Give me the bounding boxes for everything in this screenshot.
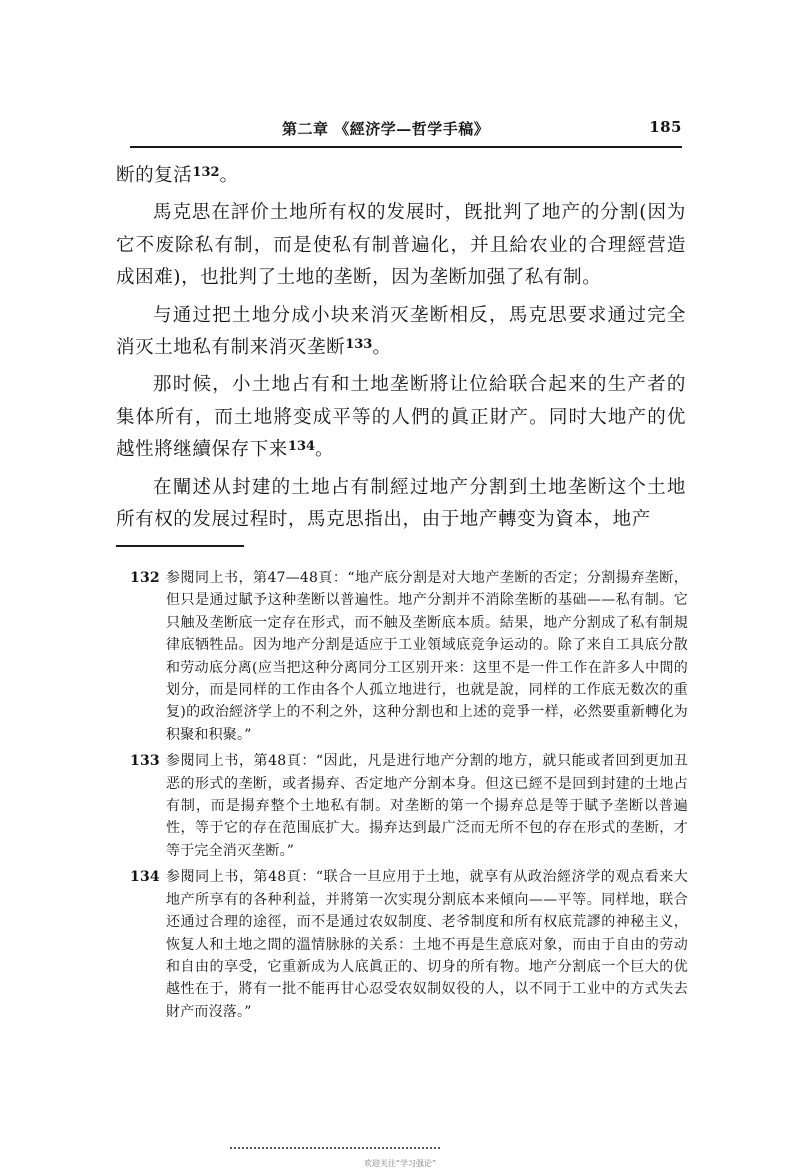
footnote-reference[interactable]: 134 <box>287 439 316 455</box>
footnote-number: 132 <box>130 570 160 586</box>
paragraph-text: 断的复活 <box>116 165 193 186</box>
chapter-title: 第二章 《經济学—哲学手稿》 <box>282 120 490 138</box>
footnote-text: 参閱同上书，第48頁：“联合一旦应用于土地，就享有从政治經济学的观点看来大地产所享有的各种利益，并將第一次实現分割底本来傾向——平等。同样地，联合还通过合理的途徑，而不是通过农奴制度、老爷制度和所有权底荒謬的神秘主义，恢复人和土地之間的溫情脉脉的关系：土地不再是生意底对象，而由于自由的劳动和自由的享受，它重新成为人底眞正的、切身的所有物。地产分割底一个巨大的优越性在于，將有一批不能再甘心忍受农奴制奴役的人，以不同于工业中的方式失去財产而沒落。” <box>166 869 688 1020</box>
footnote-number: 134 <box>130 869 160 886</box>
footnote <box>130 567 688 746</box>
footnote-text: 参閱同上书，第48頁：“因此，凡是进行地产分割的地方，就只能或者回到更加丑恶的形式的垄断，或者揚弃、否定地产分割本身。但这已經不是回到封建的土地占有制，而是揚弃整个土地私有制。对垄断的第一个揚弃总是等于賦予垄断以普遍性，等于它的存在范围底扩大。揚弃达到最广泛而无所不包的存在形式的垄断，才等于完全消灭垄断。” <box>166 753 688 859</box>
footnote <box>130 866 688 1023</box>
paragraph <box>116 160 686 192</box>
header-rule <box>130 146 682 148</box>
footnote-reference[interactable]: 132 <box>192 165 220 180</box>
watermark: 欢迎关注“学习强论” <box>363 1159 437 1168</box>
footnote-number: 133 <box>130 753 160 770</box>
paragraph-text: 那时候，小土地占有和土地垄断將让位給联合起来的生产者的集体所有，而土地將变成平等的人們的眞正財产。同时大地产的优越性將继續保存下来 <box>116 374 686 461</box>
paragraph <box>116 197 686 294</box>
footnote-text: 参閱同上书，第47—48頁：“地产底分割是对大地产垄断的否定；分割揚弃垄断，但只是通过賦予这种垄断以普遍性。地产分割并不消除垄断的基础——私有制。它只触及垄断底一定存在形式，而不触及垄断底本质。結果，地产分割成了私有制規律底牺牲品。因为地产分割是适应于工业領域底竞争运动的。除了来自工具底分散和劳动底分离(应当把这种分离同分工区别开来：这里不是一件工作在許多人中間的划分，而是同样的工作由各个人孤立地进行，也就是說，同样的工作底无数次的重复)的政治經济学上的不利之外，这种分割也和上述的竞爭一样，必然要重新轉化为积聚和积聚。” <box>166 570 688 743</box>
scan-edge-dots <box>230 1147 440 1149</box>
paragraph-end: 。 <box>372 337 392 359</box>
main-text <box>116 160 686 541</box>
paragraph-end: 。 <box>315 439 335 461</box>
paragraph <box>116 472 686 537</box>
paragraph <box>116 369 686 466</box>
paragraph-end: 。 <box>219 165 239 186</box>
footnote-reference[interactable]: 133 <box>345 337 373 353</box>
paragraph <box>116 300 686 365</box>
footnote-separator <box>116 545 244 547</box>
paragraph-text: 馬克思在評价土地所有权的发展时，旣批判了地产的分割(因为它不废除私有制，而是使私有制普遍化，并且給农业的合理經营造成困难)，也批判了土地的垄断，因为垄断加强了私有制。 <box>116 202 686 289</box>
footnote <box>130 750 688 862</box>
paragraph-text: 在闡述从封建的土地占有制經过地产分割到土地垄断这个土地所有权的发展过程时，馬克思指出，由于地产轉变为資本，地产 <box>116 476 686 531</box>
footnotes <box>130 567 688 1027</box>
paragraph-text: 与通过把土地分成小块来消灭垄断相反，馬克思要求通过完全消灭土地私有制来消灭垄断 <box>116 304 686 359</box>
page-number: 185 <box>649 118 682 136</box>
